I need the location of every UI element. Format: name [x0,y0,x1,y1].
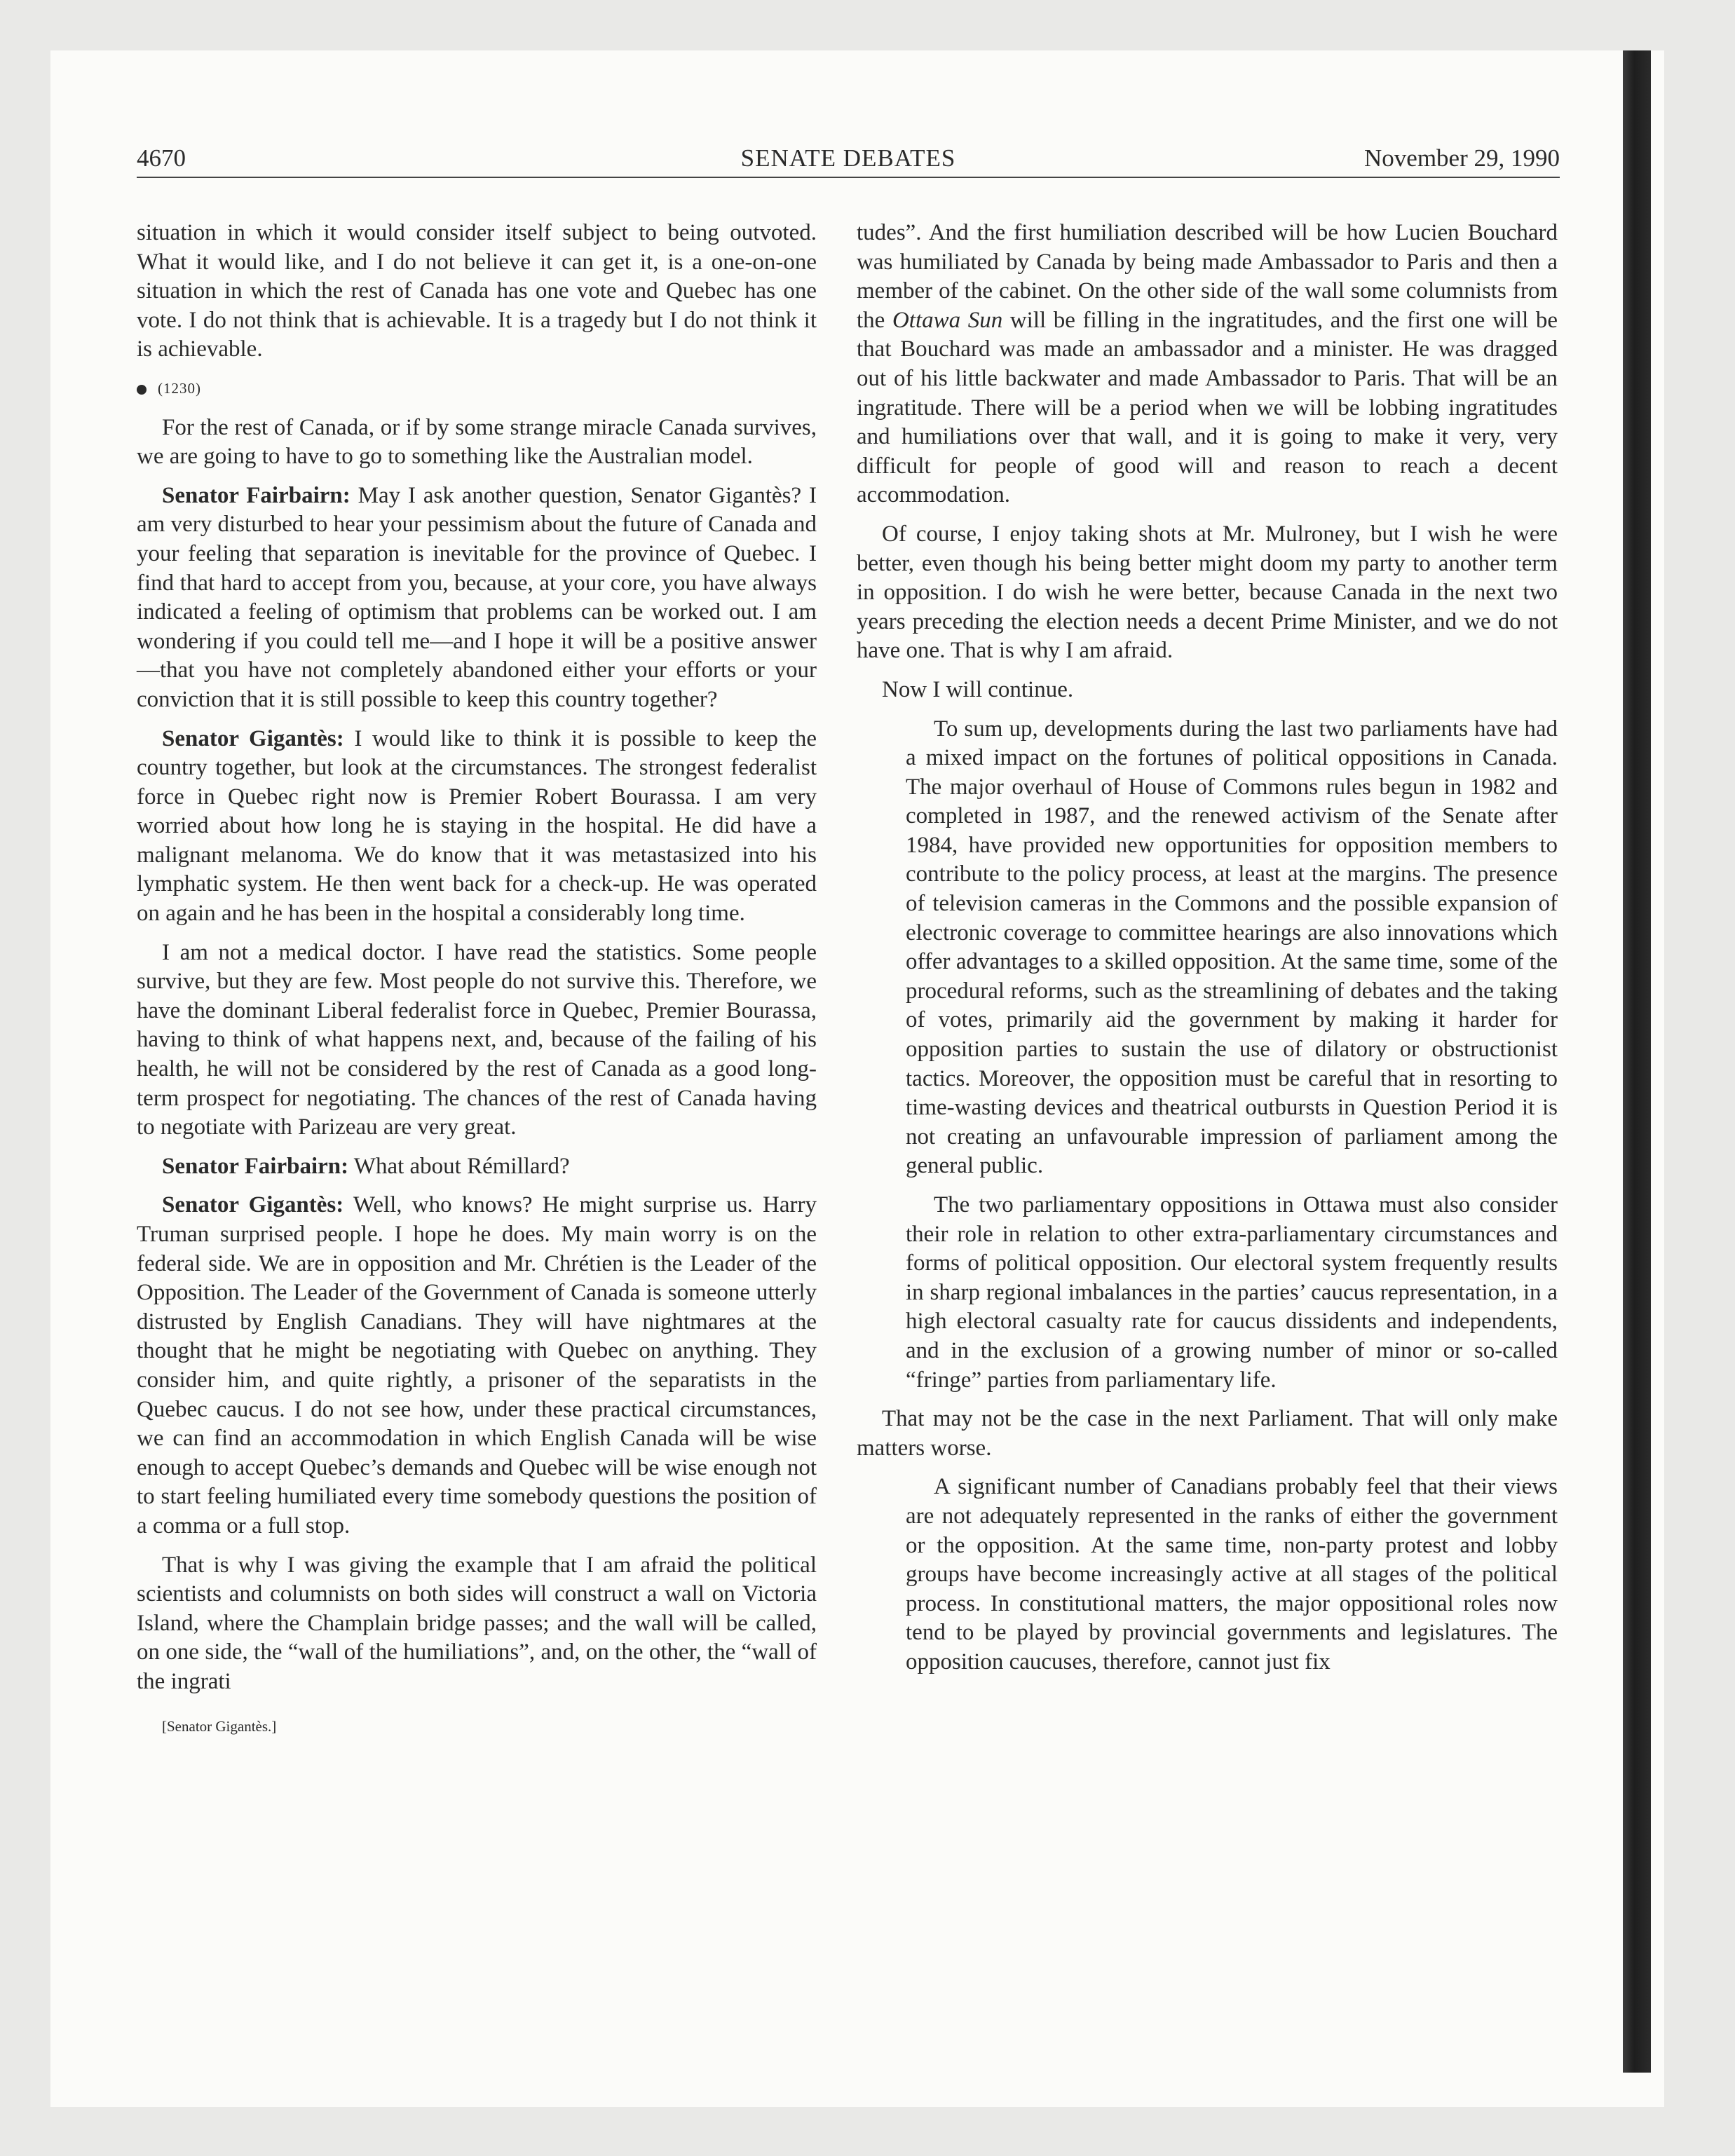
paragraph: Now I will continue. [882,676,1074,702]
time-marker-text: (1230) [158,379,201,397]
speaker-name: Senator Gigantès: [162,1192,344,1218]
speaker-name: Senator Fairbairn: [162,482,351,508]
paragraph-text: will be filling in the ingratitudes, and the first one will be that Bouchard was made an ambassador and a minister. He was dragged out of his little backwater and made Ambassador to Paris. That will be an ingratitude. There will be a period when we will be lobbing ingratitudes and humiliations over that wall, and it is going to make it very, very difficult for people of good will and reason to reach a decent accommodation. [857,307,1558,508]
speaker-footnote: [Senator Gigantès.] [162,1717,277,1735]
paragraph: For the rest of Canada, or if by some strange miracle Canada survives, we are going to have to go to something like the Australian model. [137,414,817,470]
paragraph: That is why I was giving the example that I am afraid the political scientists and columnists on both sides will construct a wall on Victoria Island, where the Champlain bridge passes; and the wall will be called, on one side, the “wall of the humiliations”, and, on the other, the “wall of the ingrati [137,1552,817,1694]
paragraph-text: tudes”. And the first humiliation described will be how Lucien Bouchard was humiliated by Canada by being made Ambassador to Paris and then a member of the cabinet. On the other side of the wall some columnists from the [857,220,1558,333]
right-column [857,219,1558,1687]
speech [137,1191,817,1541]
newspaper-name: Ottawa Sun [892,307,1003,333]
speech [137,482,817,715]
paragraph: situation in which it would consider itself subject to being outvoted. What it would like, and I do not believe it can get it, is a one-on-one situation in which the rest of Canada has one vote and Quebec has one vote. I do not think that is achievable. It is a tragedy but I do not think it is achievable. [137,220,817,362]
time-marker [137,374,817,404]
paragraph [857,219,1558,510]
bullet-icon [137,385,147,395]
page-date: November 29, 1990 [1364,144,1560,172]
page-header [137,140,1560,178]
speech-text: Well, who knows? He might surprise us. Harry Truman surprised people. I hope he does. My main worry is on the federal side. We are in opposition and Mr. Chrétien is the Leader of the Opposition. The Leader of the Government of Canada is someone utterly distrusted by English Canadians. They will have nightmares at the thought that he might be negotiating with Quebec on anything. They consider him, and quite rightly, a prisoner of the separatists in the Quebec caucus. I do not see how, under these practical circumstances, we can find an accommodation in which English Canada will be wise enough to accept Quebec’s demands and Quebec will be wise enough not to start feeling humiliated every time somebody questions the position of a comma or a full stop. [137,1192,817,1538]
paragraph: Of course, I enjoy taking shots at Mr. Mulroney, but I wish he were better, even though his being better might doom my party to another term in opposition. I do wish he were better, because Canada in the next two years preceding the election needs a decent Prime Minister, and we do not have one. That is why I am afraid. [857,521,1558,664]
speech-text: What about Rémillard? [348,1153,570,1179]
paragraph: I am not a medical doctor. I have read the statistics. Some people survive, but they are few. Most people do not survive this. Therefore, we have the dominant Liberal federalist force in Quebec, Premier Bourassa, having to think of what happens next, and, because of the failing of his health, he will not be considered by the rest of Canada as a good long-term prospect for negotiating. The chances of the rest of Canada having to negotiate with Parizeau are very great. [137,939,817,1140]
block-quote: To sum up, developments during the last two parliaments have had a mixed impact on the fortunes of political oppositions in Canada. The major overhaul of House of Commons rules begun in 1982 and completed in 1987, and the renewed activism of the Senate after 1984, have provided new opportunities for opposition members to contribute to the policy process, at least at the margins. The presence of television cameras in the Commons and the possible expansion of electronic coverage to committee hearings are also innovations which offer advantages to a skilled opposition. At the same time, some of the procedural reforms, such as the streamlining of debates and the taking of votes, primarily aid the government by making it harder for opposition parties to sustain the use of dilatory or obstructionist tactics. Moreover, the opposition must be careful that in resorting to time-wasting devices and theatrical outbursts in Question Period it is not creating an unfavourable impression of parliament among the general public. [906,716,1558,1179]
paragraph: That may not be the case in the next Parliament. That will only make matters worse. [857,1406,1558,1461]
speaker-name: Senator Gigantès: [162,725,344,751]
scan-edge-shadow [1623,50,1651,2073]
speech [137,1152,817,1182]
speech-text: May I ask another question, Senator Gigantès? I am very disturbed to hear your pessimism about the future of Canada and your feeling that separation is inevitable for the province of Quebec. I find that hard to accept from you, because, at your core, you have always indicated a feeling of optimism that problems can be worked out. I am wondering if you could tell me—and I hope it will be a positive answer—that you have not completely abandoned either your efforts or your conviction that it is still possible to keep this country together? [137,482,817,712]
block-quote: The two parliamentary oppositions in Ottawa must also consider their role in relation to other extra-parliamentary circumstances and forms of political opposition. Our electoral system frequently results in sharp regional imbalances in the parties’ caucus representation, in a high electoral casualty rate for caucus dissidents and independents, and in the exclusion of a growing number of minor or so-called “fringe” parties from parliamentary life. [906,1192,1558,1393]
speech-text: I would like to think it is possible to keep the country together, but look at the circumstances. The strongest federalist force in Quebec right now is Premier Robert Bourassa. I am very worried about how long he is staying in the hospital. He did have a malignant melanoma. We do know that it was metastasized into his lymphatic system. He then went back for a check-up. He was operated on again and he has been in the hospital a considerably long time. [137,725,817,927]
speaker-name: Senator Fairbairn: [162,1153,349,1179]
publication-title: SENATE DEBATES [740,144,956,172]
speech [137,725,817,929]
block-quote: A significant number of Canadians probably feel that their views are not adequately represented in the ranks of either the government or the opposition. At the same time, non-party protest and lobby groups have become increasingly active at all stages of the political process. In constitutional matters, the major oppositional roles now tend to be played by provincial governments and legislatures. The opposition caucuses, therefore, cannot just fix [906,1474,1558,1674]
left-column [137,219,817,1741]
page-number: 4670 [137,144,186,172]
